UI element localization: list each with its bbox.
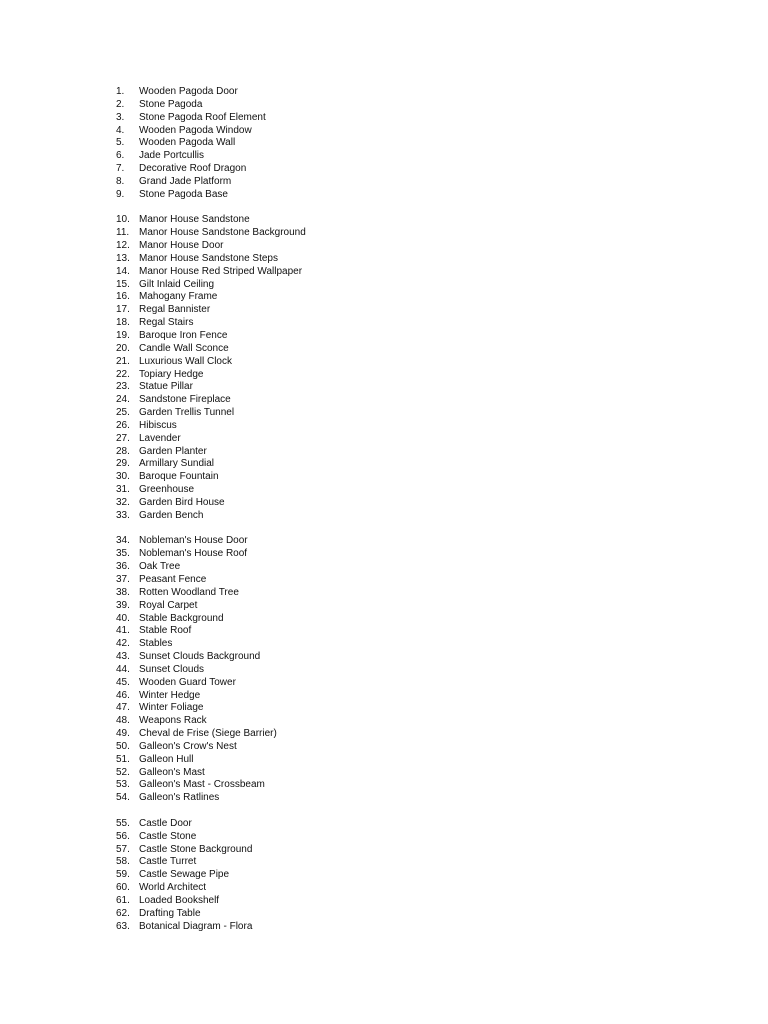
item-label: Garden Planter: [139, 445, 207, 457]
list-item: [116, 394, 306, 407]
item-number: 11.: [116, 227, 130, 239]
list-item: [116, 625, 306, 638]
item-label: Regal Stairs: [139, 317, 194, 329]
item-number: 24.: [116, 394, 130, 406]
item-number: 1.: [116, 86, 125, 97]
item-number: 26.: [116, 419, 130, 431]
item-label: Oak Tree: [139, 561, 181, 573]
item-label: Winter Foliage: [139, 702, 204, 714]
item-label: Castle Door: [139, 817, 192, 829]
list-item: [116, 587, 306, 600]
item-number: 34.: [116, 535, 130, 547]
item-label: Regal Bannister: [139, 304, 211, 316]
item-label: Winter Hedge: [139, 689, 201, 701]
item-number: 9.: [116, 188, 125, 200]
item-number: 61.: [116, 895, 130, 907]
list-item: [116, 266, 306, 279]
item-label: Drafting Table: [139, 907, 201, 919]
list-item: [116, 484, 306, 497]
item-number: 25.: [116, 407, 130, 419]
list-item: [116, 137, 306, 150]
item-label: Wooden Pagoda Wall: [139, 137, 236, 149]
item-number: 29.: [116, 458, 130, 470]
item-number: 13.: [116, 252, 130, 264]
item-number: 41.: [116, 625, 130, 637]
item-number: 54.: [116, 792, 130, 804]
list-item: [116, 227, 306, 240]
item-label: Castle Stone Background: [139, 843, 253, 855]
item-number: 30.: [116, 471, 130, 483]
item-number: 10.: [116, 214, 130, 226]
item-number: 38.: [116, 586, 130, 598]
item-label: Lavender: [139, 432, 181, 444]
list-item: [116, 163, 306, 176]
item-number: 33.: [116, 509, 130, 521]
item-number: 16.: [116, 291, 130, 303]
item-label: Mahogany Frame: [139, 291, 218, 303]
item-label: Stable Background: [139, 612, 224, 624]
item-label: Garden Bird House: [139, 496, 225, 508]
item-label: Baroque Fountain: [139, 471, 219, 483]
item-number: 62.: [116, 907, 130, 919]
list-item: [116, 702, 306, 715]
list-group: [116, 214, 306, 522]
item-number: 37.: [116, 573, 130, 585]
item-number: 3.: [116, 111, 125, 123]
list-item: [116, 86, 306, 99]
item-number: 59.: [116, 869, 130, 881]
item-label: Stable Roof: [139, 625, 192, 637]
item-label: Loaded Bookshelf: [139, 895, 220, 907]
list-item: [116, 779, 306, 792]
item-number: 39.: [116, 599, 130, 611]
list-item: [116, 690, 306, 703]
list-item: [116, 253, 306, 266]
list-item: [116, 317, 306, 330]
item-number: 49.: [116, 728, 130, 740]
item-label: Garden Bench: [139, 509, 204, 521]
list-group: [116, 818, 306, 934]
item-label: Wooden Pagoda Window: [139, 124, 252, 136]
item-label: Castle Sewage Pipe: [139, 869, 230, 881]
item-number: 6.: [116, 150, 125, 162]
item-label: Galleon's Mast: [139, 766, 205, 778]
item-label: Manor House Door: [139, 240, 224, 252]
list-item: [116, 497, 306, 510]
list-item: [116, 831, 306, 844]
list-item: [116, 304, 306, 317]
item-number: 42.: [116, 638, 130, 650]
item-label: Galleon's Mast - Crossbeam: [139, 779, 265, 791]
item-number: 28.: [116, 445, 130, 457]
item-label: Stone Pagoda Roof Element: [139, 111, 266, 123]
item-number: 55.: [116, 817, 130, 829]
list-item: [116, 471, 306, 484]
item-number: 27.: [116, 432, 130, 444]
list-item: [116, 895, 306, 908]
item-label: Weapons Rack: [139, 715, 207, 727]
item-number: 53.: [116, 779, 130, 791]
item-number: 46.: [116, 689, 130, 701]
list-item: [116, 189, 306, 202]
list-item: [116, 908, 306, 921]
list-item: [116, 715, 306, 728]
item-label: Wooden Pagoda Door: [139, 86, 238, 97]
item-number: 50.: [116, 740, 130, 752]
item-label: Rotten Woodland Tree: [139, 586, 239, 598]
list-item: [116, 677, 306, 690]
item-number: 12.: [116, 240, 130, 252]
list-item: [116, 279, 306, 292]
list-item: [116, 548, 306, 561]
list-item: [116, 535, 306, 548]
item-label: Manor House Sandstone Steps: [139, 252, 278, 264]
item-label: Castle Turret: [139, 856, 197, 868]
item-label: Stables: [139, 638, 173, 650]
item-label: Sandstone Fireplace: [139, 394, 231, 406]
list-item: [116, 446, 306, 459]
item-label: Galleon's Crow's Nest: [139, 740, 237, 752]
item-label: Statue Pillar: [139, 381, 193, 393]
item-number: 60.: [116, 882, 130, 894]
item-label: Hibiscus: [139, 419, 177, 431]
item-number: 23.: [116, 381, 130, 393]
item-label: Grand Jade Platform: [139, 175, 232, 187]
list-item: [116, 792, 306, 805]
item-number: 35.: [116, 548, 130, 560]
item-number: 63.: [116, 920, 130, 932]
item-label: World Architect: [139, 882, 207, 894]
item-label: Garden Trellis Tunnel: [139, 407, 235, 419]
list-item: [116, 664, 306, 677]
list-item: [116, 869, 306, 882]
item-label: Galleon Hull: [139, 753, 194, 765]
numbered-list: [116, 86, 306, 946]
list-item: [116, 921, 306, 934]
item-label: Decorative Roof Dragon: [139, 163, 247, 175]
item-number: 44.: [116, 663, 130, 675]
list-item: [116, 638, 306, 651]
list-item: [116, 458, 306, 471]
item-label: Stone Pagoda Base: [139, 188, 228, 200]
list-item: [116, 291, 306, 304]
item-number: 32.: [116, 496, 130, 508]
item-label: Peasant Fence: [139, 573, 207, 585]
list-item: [116, 651, 306, 664]
item-number: 4.: [116, 124, 125, 136]
list-item: [116, 214, 306, 227]
list-item: [116, 420, 306, 433]
item-label: Sunset Clouds Background: [139, 651, 261, 663]
item-number: 5.: [116, 137, 125, 149]
item-number: 56.: [116, 830, 130, 842]
item-label: Jade Portcullis: [139, 150, 205, 162]
list-item: [116, 510, 306, 523]
list-item: [116, 856, 306, 869]
item-label: Nobleman's House Roof: [139, 548, 248, 560]
item-label: Nobleman's House Door: [139, 535, 248, 547]
item-number: 51.: [116, 753, 130, 765]
list-item: [116, 330, 306, 343]
item-label: Manor House Sandstone Background: [139, 227, 306, 239]
list-item: [116, 125, 306, 138]
list-item: [116, 356, 306, 369]
list-item: [116, 176, 306, 189]
list-item: [116, 613, 306, 626]
item-label: Stone Pagoda: [139, 98, 203, 110]
list-item: [116, 561, 306, 574]
item-label: Armillary Sundial: [139, 458, 215, 470]
item-number: 8.: [116, 175, 125, 187]
list-item: [116, 240, 306, 253]
item-number: 2.: [116, 98, 125, 110]
list-item: [116, 818, 306, 831]
list-group: [116, 535, 306, 805]
list-group: [116, 86, 306, 202]
list-item: [116, 600, 306, 613]
item-label: Luxurious Wall Clock: [139, 355, 232, 367]
item-number: 52.: [116, 766, 130, 778]
item-number: 36.: [116, 561, 130, 573]
item-label: Baroque Iron Fence: [139, 329, 228, 341]
list-item: [116, 574, 306, 587]
list-item: [116, 844, 306, 857]
list-item: [116, 728, 306, 741]
item-number: 43.: [116, 651, 130, 663]
item-number: 7.: [116, 163, 125, 175]
list-item: [116, 369, 306, 382]
item-number: 40.: [116, 612, 130, 624]
item-label: Royal Carpet: [139, 599, 198, 611]
item-label: Manor House Sandstone: [139, 214, 250, 226]
item-number: 15.: [116, 278, 130, 290]
item-number: 48.: [116, 715, 130, 727]
item-number: 47.: [116, 702, 130, 714]
item-number: 57.: [116, 843, 130, 855]
item-number: 17.: [116, 304, 130, 316]
item-number: 45.: [116, 676, 130, 688]
item-number: 14.: [116, 265, 130, 277]
item-label: Botanical Diagram - Flora: [139, 920, 253, 932]
item-label: Wooden Guard Tower: [139, 676, 236, 688]
list-item: [116, 407, 306, 420]
item-label: Candle Wall Sconce: [139, 342, 229, 354]
item-label: Sunset Clouds: [139, 663, 205, 675]
item-number: 21.: [116, 355, 130, 367]
item-label: Cheval de Frise (Siege Barrier): [139, 728, 277, 740]
item-number: 22.: [116, 368, 130, 380]
list-item: [116, 754, 306, 767]
item-number: 20.: [116, 342, 130, 354]
list-item: [116, 343, 306, 356]
list-item: [116, 150, 306, 163]
item-label: Manor House Red Striped Wallpaper: [139, 265, 303, 277]
item-label: Galleon's Ratlines: [139, 792, 220, 804]
item-number: 31.: [116, 484, 130, 496]
list-item: [116, 767, 306, 780]
item-label: Castle Stone: [139, 830, 197, 842]
item-number: 19.: [116, 329, 130, 341]
item-label: Gilt Inlaid Ceiling: [139, 278, 215, 290]
item-number: 58.: [116, 856, 130, 868]
item-label: Greenhouse: [139, 484, 195, 496]
list-item: [116, 433, 306, 446]
item-number: 18.: [116, 317, 130, 329]
list-item: [116, 741, 306, 754]
list-item: [116, 99, 306, 112]
item-label: Topiary Hedge: [139, 368, 204, 380]
list-item: [116, 882, 306, 895]
list-item: [116, 112, 306, 125]
list-item: [116, 381, 306, 394]
